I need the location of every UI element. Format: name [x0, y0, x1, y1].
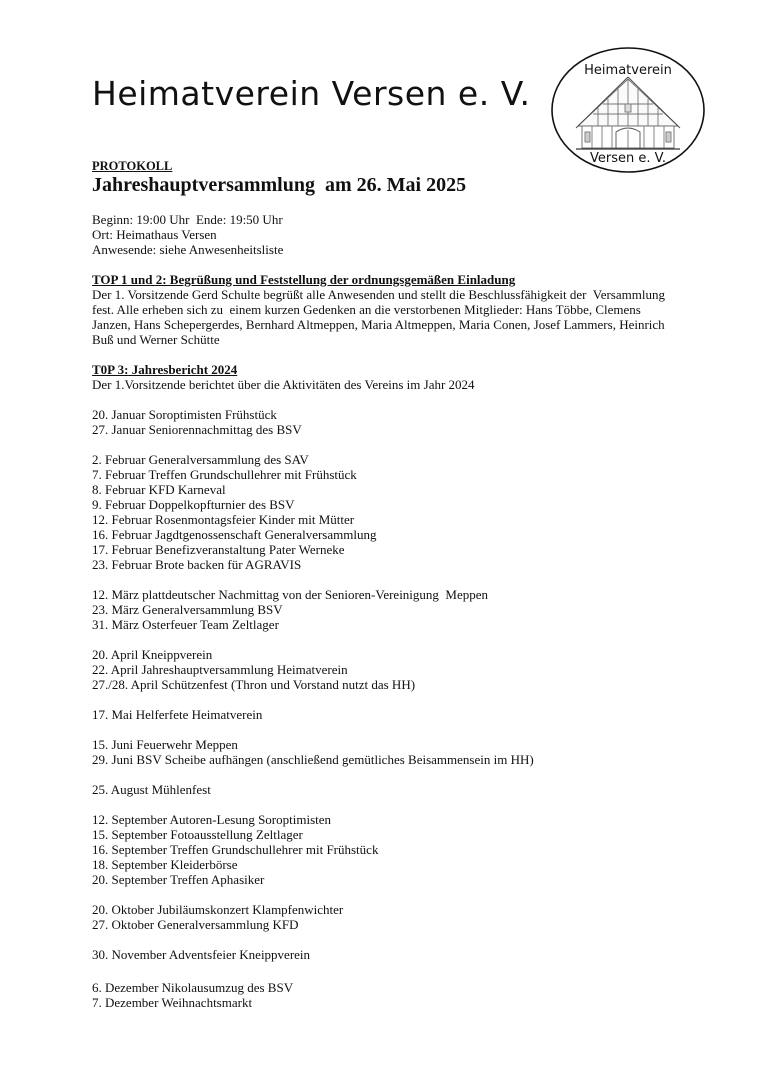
events-may	[92, 707, 692, 722]
event-item: 12. September Autoren-Lesung Soroptimisten	[92, 812, 332, 827]
section-top1	[92, 272, 692, 347]
events-september	[92, 812, 692, 887]
meeting-attendees: Anwesende: siehe Anwesenheitsliste	[92, 242, 284, 257]
events-august	[92, 782, 692, 797]
event-item: 2. Februar Generalversammlung des SAV	[92, 452, 309, 467]
top3-title: T0P 3: Jahresbericht 2024	[92, 362, 238, 377]
event-item: 20. Oktober Jubiläumskonzert Klampfenwichter	[92, 902, 344, 917]
meeting-info	[92, 212, 692, 257]
events-february	[92, 452, 692, 572]
document-body	[92, 212, 692, 1010]
event-item: 15. Juni Feuerwehr Meppen	[92, 737, 238, 752]
event-item: 20. September Treffen Aphasiker	[92, 872, 265, 887]
events-november	[92, 947, 692, 962]
event-item: 16. September Treffen Grundschullehrer mit Frühstück	[92, 842, 379, 857]
event-item: 7. Februar Treffen Grundschullehrer mit Frühstück	[92, 467, 357, 482]
event-item: 27. Oktober Generalversammlung KFD	[92, 917, 299, 932]
club-logo	[548, 44, 708, 176]
event-item: 17. Mai Helferfete Heimatverein	[92, 707, 263, 722]
event-item: 12. Februar Rosenmontagsfeier Kinder mit Mütter	[92, 512, 355, 527]
event-item: 18. September Kleiderbörse	[92, 857, 238, 872]
event-item: 8. Februar KFD Karneval	[92, 482, 226, 497]
logo-bottom-text: Versen e. V.	[590, 151, 666, 166]
event-item: 16. Februar Jagdtgenossenschaft Generalversammlung	[92, 527, 377, 542]
top1-line: fest. Alle erheben sich zu einem kurzen Gedenken an die verstorbenen Mitglieder: Hans Többe, Clemens	[92, 302, 641, 317]
events-april	[92, 647, 692, 692]
event-item: 9. Februar Doppelkopfturnier des BSV	[92, 497, 295, 512]
top1-title: TOP 1 und 2: Begrüßung und Feststellung der ordnungsgemäßen Einladung	[92, 272, 516, 287]
event-item: 20. April Kneippverein	[92, 647, 213, 662]
event-item: 20. Januar Soroptimisten Frühstück	[92, 407, 277, 422]
event-item: 12. März plattdeutscher Nachmittag von der Senioren-Vereinigung Meppen	[92, 587, 489, 602]
event-item: 23. März Generalversammlung BSV	[92, 602, 283, 617]
event-item: 6. Dezember Nikolausumzug des BSV	[92, 980, 294, 995]
event-item: 7. Dezember Weihnachtsmarkt	[92, 995, 253, 1010]
events-january	[92, 407, 692, 437]
meeting-time: Beginn: 19:00 Uhr Ende: 19:50 Uhr	[92, 212, 283, 227]
events-march	[92, 587, 692, 632]
events-october	[92, 902, 692, 932]
section-top3	[92, 362, 692, 1010]
events-june	[92, 737, 692, 767]
event-item: 30. November Adventsfeier Kneippverein	[92, 947, 311, 962]
event-item: 31. März Osterfeuer Team Zeltlager	[92, 617, 279, 632]
meeting-location: Ort: Heimathaus Versen	[92, 227, 217, 242]
top3-intro: Der 1.Vorsitzende berichtet über die Aktivitäten des Vereins im Jahr 2024	[92, 377, 475, 392]
event-item: 29. Juni BSV Scheibe aufhängen (anschließend gemütliches Beisammensein im HH)	[92, 752, 534, 767]
event-item: 22. April Jahreshauptversammlung Heimatverein	[92, 662, 348, 677]
top1-line: Der 1. Vorsitzende Gerd Schulte begrüßt alle Anwesenden und stellt die Beschlussfähigkeit der Versammlung	[92, 287, 665, 302]
event-item: 23. Februar Brote backen für AGRAVIS	[92, 557, 302, 572]
club-title: Heimatverein Versen e. V.	[92, 74, 531, 113]
event-item: 27./28. April Schützenfest (Thron und Vorstand nutzt das HH)	[92, 677, 416, 692]
protocol-label: PROTOKOLL	[92, 159, 173, 173]
events-december	[92, 980, 692, 1010]
top1-line: Janzen, Hans Schepergerdes, Bernhard Altmeppen, Maria Altmeppen, Maria Conen, Josef Lammers, Heinrich	[92, 317, 665, 332]
logo-top-text: Heimatverein	[584, 63, 672, 78]
event-item: 25. August Mühlenfest	[92, 782, 211, 797]
protocol-heading: Jahreshauptversammlung am 26. Mai 2025	[92, 174, 467, 196]
event-item: 17. Februar Benefizveranstaltung Pater Werneke	[92, 542, 345, 557]
event-item: 15. September Fotoausstellung Zeltlager	[92, 827, 303, 842]
top1-line: Buß und Werner Schütte	[92, 332, 220, 347]
event-item: 27. Januar Seniorennachmittag des BSV	[92, 422, 302, 437]
